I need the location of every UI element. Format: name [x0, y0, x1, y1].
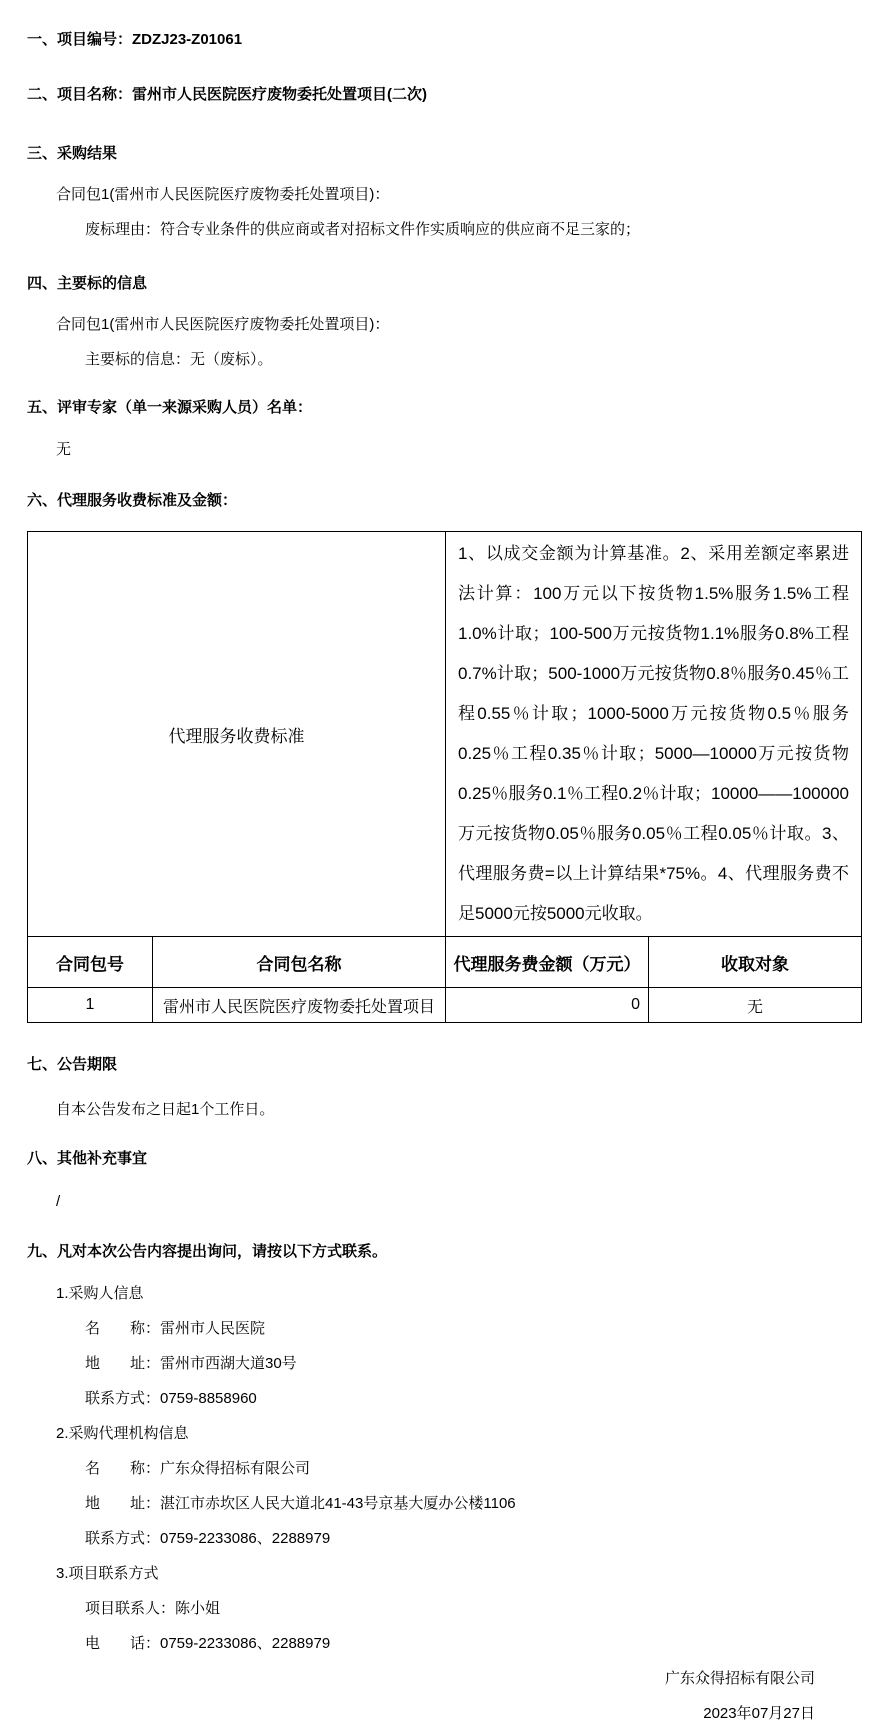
cell-charged-party: 无	[649, 988, 862, 1023]
project-contact-phone: 电 话：0759-2233086、2288979	[85, 1635, 331, 1652]
cell-agency-fee: 0	[446, 988, 649, 1023]
announcement-period-heading: 七、公告期限	[27, 1056, 118, 1073]
fee-standard-label-cell: 代理服务收费标准	[28, 532, 446, 937]
fee-table-data-row	[28, 988, 862, 1023]
signoff-date: 2023年07月27日	[703, 1705, 815, 1722]
announcement-period-value: 自本公告发布之日起1个工作日。	[56, 1101, 275, 1118]
agency-contact: 联系方式：0759-2233086、2288979	[85, 1530, 331, 1547]
agency-address: 地 址：湛江市赤坎区人民大道北41-43号京基大厦办公楼1106	[85, 1495, 516, 1512]
agency-fee-heading: 六、代理服务收费标准及金额：	[27, 492, 238, 509]
review-experts-value: 无	[56, 441, 72, 458]
project-number-heading: 一、项目编号：ZDZJ23-Z01061	[27, 31, 243, 48]
subject-info-line: 主要标的信息：无（废标）。	[85, 351, 273, 368]
procurement-result-heading: 三、采购结果	[27, 145, 118, 162]
fee-standard-text-cell: 1、以成交金额为计算基准。2、采用差额定率累进法计算：100万元以下按货物1.5%服务1.5%工程1.0%计取；100-500万元按货物1.1%服务0.8%工程0.7%计取；500-1000万元按货物0.8％服务0.45％工程0.55％计取；1000-5000万元按货物0.5％服务0.25％工程0.35％计取；5000—10000万元按货物0.25％服务0.1％工程0.2％计取；10000——100000万元按货物0.05％服务0.05％工程0.05％计取。3、代理服务费=以上计算结果*75%。4、代理服务费不足5000元按5000元收取。	[446, 532, 862, 937]
col-header-agency-fee: 代理服务费金额（万元）	[446, 937, 649, 988]
result-package-line: 合同包1(雷州市人民医院医疗废物委托处置项目)：	[56, 186, 390, 203]
project-name-heading: 二、项目名称：雷州市人民医院医疗废物委托处置项目(二次)	[27, 86, 427, 103]
cell-package-no: 1	[28, 988, 153, 1023]
main-subject-heading: 四、主要标的信息	[27, 275, 148, 292]
col-header-package-name: 合同包名称	[153, 937, 446, 988]
cancellation-reason-line: 废标理由：符合专业条件的供应商或者对招标文件作实质响应的供应商不足三家的；	[85, 221, 641, 238]
project-contact-person: 项目联系人：陈小姐	[85, 1600, 221, 1617]
cell-package-name: 雷州市人民医院医疗废物委托处置项目	[153, 988, 446, 1023]
other-matters-heading: 八、其他补充事宜	[27, 1150, 148, 1167]
agency-info-title: 2.采购代理机构信息	[56, 1425, 189, 1442]
col-header-package-no: 合同包号	[28, 937, 153, 988]
subject-package-line: 合同包1(雷州市人民医院医疗废物委托处置项目)：	[56, 316, 390, 333]
contact-section-heading: 九、凡对本次公告内容提出询问，请按以下方式联系。	[27, 1243, 388, 1260]
announcement-document	[0, 30, 891, 1724]
review-experts-heading: 五、评审专家（单一来源采购人员）名单：	[27, 399, 313, 416]
purchaser-contact: 联系方式：0759-8858960	[85, 1390, 257, 1407]
project-contact-title: 3.项目联系方式	[56, 1565, 159, 1582]
agency-name: 名 称：广东众得招标有限公司	[85, 1460, 311, 1477]
purchaser-name: 名 称：雷州市人民医院	[85, 1320, 266, 1337]
agency-fee-table	[27, 531, 862, 1023]
signoff-company: 广东众得招标有限公司	[664, 1670, 815, 1687]
other-matters-value: /	[56, 1193, 61, 1210]
purchaser-info-title: 1.采购人信息	[56, 1285, 144, 1302]
col-header-charged-party: 收取对象	[649, 937, 862, 988]
purchaser-address: 地 址：雷州市西湖大道30号	[85, 1355, 297, 1372]
fee-table-header-row	[28, 937, 862, 988]
fee-standard-row	[28, 532, 862, 937]
